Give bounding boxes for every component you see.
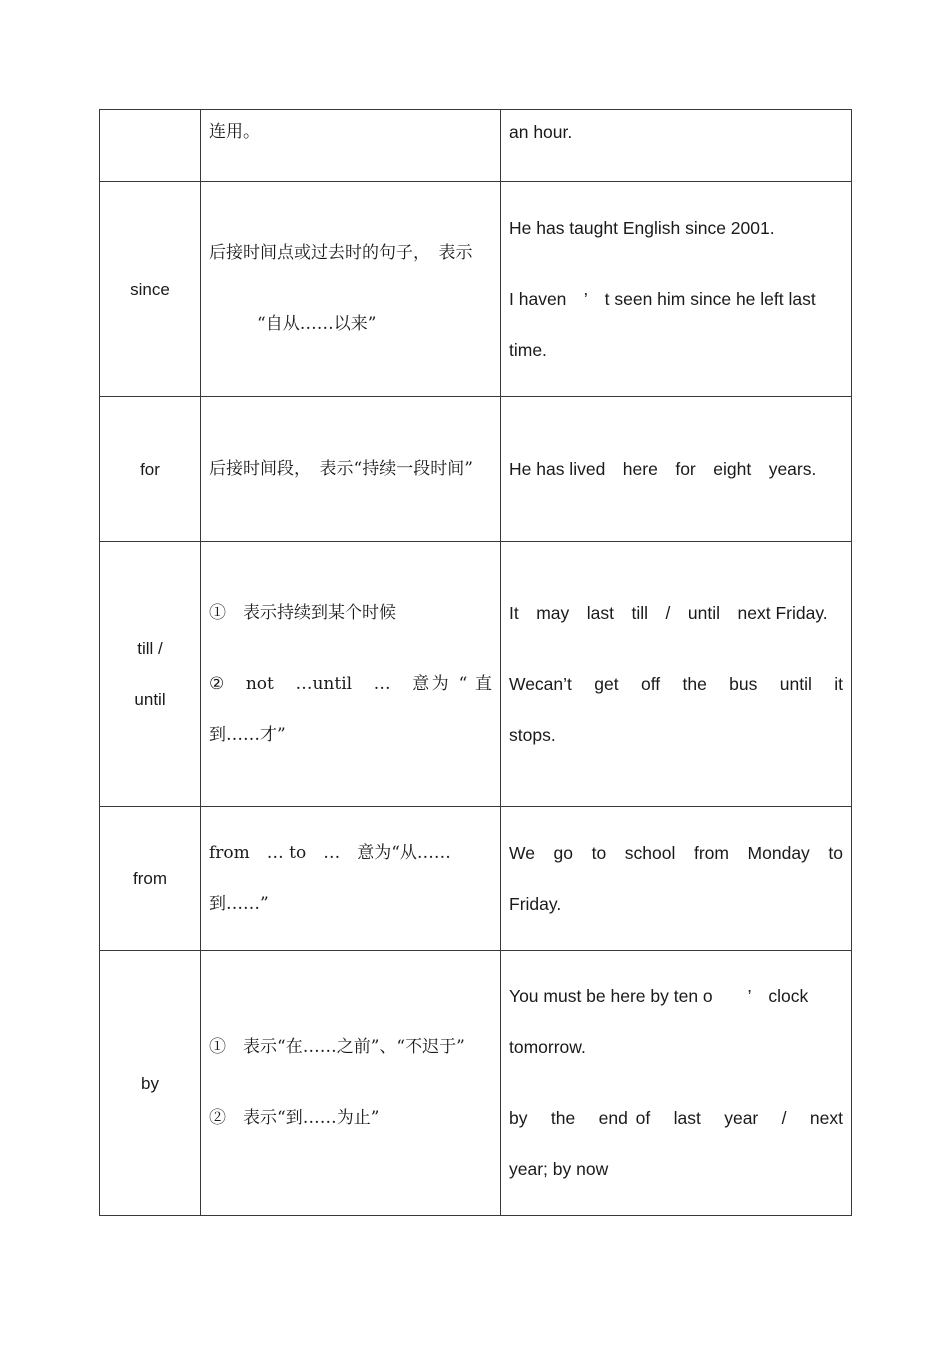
example-text: Wecan’t get off the bus until it stops. <box>509 673 843 745</box>
word-cell <box>100 397 201 542</box>
word-text: till / <box>137 639 163 658</box>
example-text: He has lived here for eight years. <box>509 458 817 479</box>
preposition-usage-table <box>99 109 861 1216</box>
example-cell <box>501 397 852 542</box>
explanation-text: ② not …until … 意为 “ 直到……才” <box>209 673 492 745</box>
explanation-text: from … to … 意为“从…… 到……” <box>209 842 451 914</box>
example-cell <box>501 182 852 397</box>
explanation-cell <box>201 397 501 542</box>
word-cell <box>100 182 201 397</box>
example-cell <box>501 110 852 182</box>
example-text: by the end of last year / next year; by now <box>509 1108 861 1179</box>
example-text: It may last till / until next Friday. <box>509 602 828 623</box>
explanation-text: 后接时间点或过去时的句子， 表示 <box>209 243 473 263</box>
table-row <box>100 397 852 542</box>
word-text: since <box>130 279 170 299</box>
example-text: We go to school from Monday to Friday. <box>509 842 843 914</box>
word-text: for <box>140 459 160 479</box>
example-cell <box>501 542 852 807</box>
table-row <box>100 807 852 951</box>
explanation-text: 连用。 <box>209 122 260 142</box>
word-text: by <box>141 1073 159 1093</box>
word-cell <box>100 951 201 1216</box>
example-text: an hour. <box>509 122 573 142</box>
table-row <box>100 542 852 807</box>
explanation-text: ② 表示“到……为止” <box>209 1108 380 1128</box>
explanation-cell <box>201 951 501 1216</box>
example-text: He has taught English since 2001. <box>509 217 775 238</box>
example-text: You must be here by ten o ’ clock tomorrow. <box>509 986 809 1057</box>
explanation-text: 后接时间段， 表示“持续一段时间” <box>209 458 473 479</box>
table-row <box>100 951 852 1216</box>
word-text: from <box>133 869 167 888</box>
explanation-text: “自从……以来” <box>257 314 377 334</box>
explanation-cell <box>201 110 501 182</box>
example-cell <box>501 807 852 951</box>
table-row <box>100 182 852 397</box>
explanation-text: ① 表示“在……之前”、“不迟于” <box>209 1037 465 1057</box>
word-cell <box>100 807 201 951</box>
word-cell <box>100 542 201 807</box>
explanation-cell <box>201 807 501 951</box>
example-cell <box>501 951 861 1216</box>
explanation-cell <box>201 542 501 807</box>
word-cell <box>100 110 201 182</box>
example-text: I haven ’ t seen him since he left last time. <box>509 288 816 360</box>
explanation-cell <box>201 182 501 397</box>
word-text: until <box>134 690 166 709</box>
table-row <box>100 110 852 182</box>
explanation-text: ① 表示持续到某个时候 <box>209 602 396 623</box>
